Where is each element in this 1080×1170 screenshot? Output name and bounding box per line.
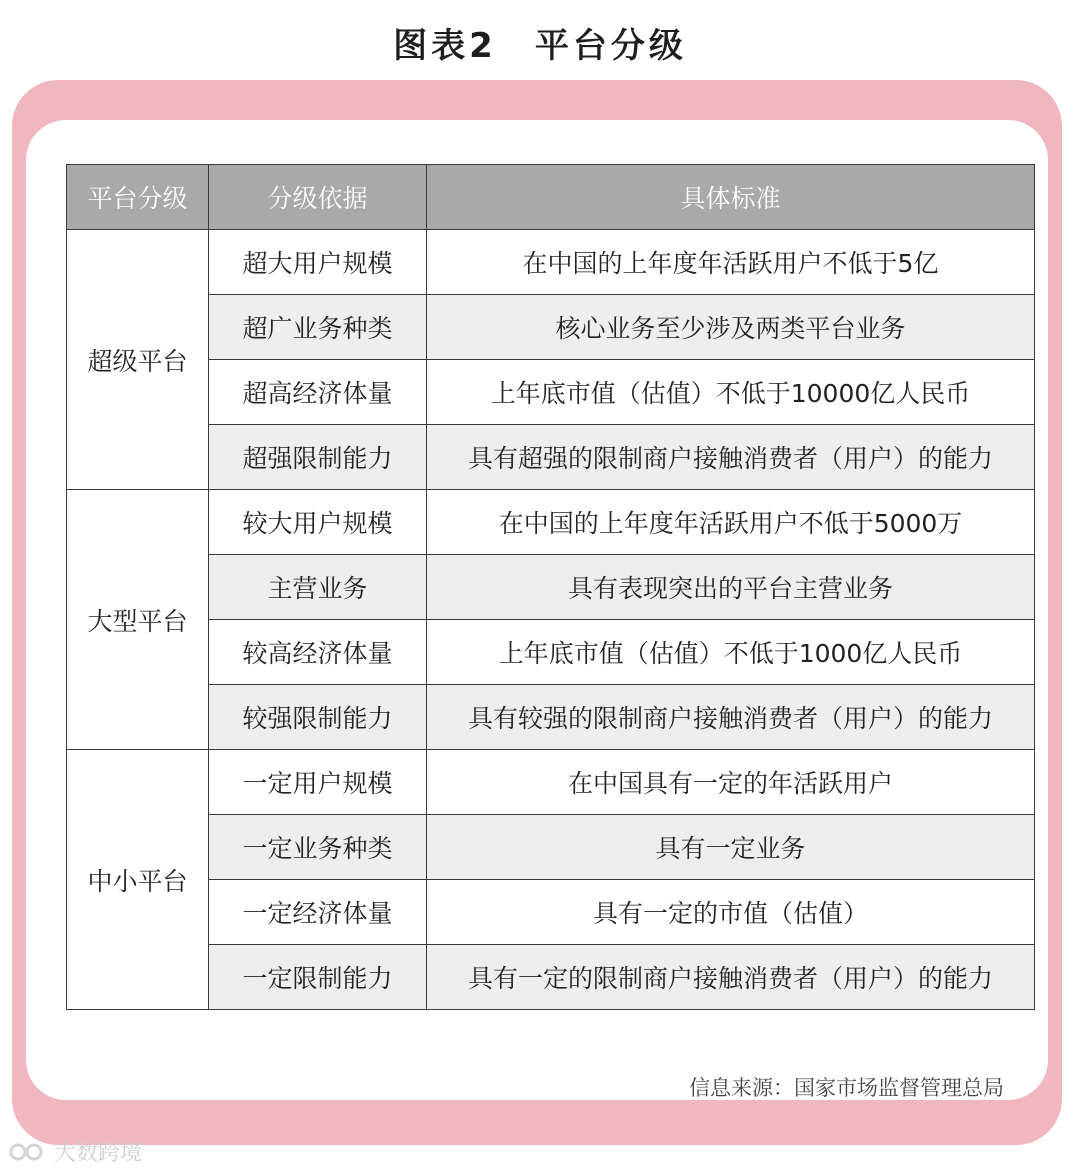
criteria-cell: 在中国的上年度年活跃用户不低于5亿 [427,230,1035,295]
header-criteria: 具体标准 [427,165,1035,230]
basis-cell: 一定经济体量 [209,880,427,945]
watermark [8,1136,142,1167]
basis-cell: 一定业务种类 [209,815,427,880]
basis-cell: 较大用户规模 [209,490,427,555]
pink-frame [12,80,1062,1145]
table-row [67,815,1035,880]
table-row [67,425,1035,490]
basis-cell: 超大用户规模 [209,230,427,295]
table-row [67,295,1035,360]
basis-cell: 一定用户规模 [209,750,427,815]
header-tier: 平台分级 [67,165,209,230]
tier-cell: 大型平台 [67,490,209,750]
criteria-cell: 具有一定的限制商户接触消费者（用户）的能力 [427,945,1035,1010]
basis-cell: 较高经济体量 [209,620,427,685]
table-row [67,620,1035,685]
table-row [67,880,1035,945]
criteria-cell: 具有一定的市值（估值） [427,880,1035,945]
figure-title: 图表2 平台分级 [393,26,687,66]
tier-cell: 超级平台 [67,230,209,490]
watermark-text: 大数跨境 [54,1141,143,1166]
table-card [26,120,1048,1100]
basis-cell: 超高经济体量 [209,360,427,425]
criteria-cell: 核心业务至少涉及两类平台业务 [427,295,1035,360]
basis-cell: 一定限制能力 [209,945,427,1010]
criteria-cell: 具有较强的限制商户接触消费者（用户）的能力 [427,685,1035,750]
header-row [67,165,1035,230]
criteria-cell: 上年底市值（估值）不低于10000亿人民币 [427,360,1035,425]
table-row [67,555,1035,620]
criteria-cell: 在中国具有一定的年活跃用户 [427,750,1035,815]
source-note: 信息来源：国家市场监督管理总局 [689,1076,1004,1100]
table-row [67,230,1035,295]
table-row [67,490,1035,555]
criteria-cell: 上年底市值（估值）不低于1000亿人民币 [427,620,1035,685]
basis-cell: 主营业务 [209,555,427,620]
tier-cell: 中小平台 [67,750,209,1010]
table-row [67,685,1035,750]
criteria-cell: 具有表现突出的平台主营业务 [427,555,1035,620]
criteria-cell: 在中国的上年度年活跃用户不低于5000万 [427,490,1035,555]
basis-cell: 超广业务种类 [209,295,427,360]
basis-cell: 较强限制能力 [209,685,427,750]
watermark-logo-icon [8,1141,48,1163]
table-row [67,750,1035,815]
header-basis: 分级依据 [209,165,427,230]
criteria-cell: 具有超强的限制商户接触消费者（用户）的能力 [427,425,1035,490]
criteria-cell: 具有一定业务 [427,815,1035,880]
basis-cell: 超强限制能力 [209,425,427,490]
table-row [67,945,1035,1010]
platform-tier-table [66,164,1035,1010]
table-row [67,360,1035,425]
